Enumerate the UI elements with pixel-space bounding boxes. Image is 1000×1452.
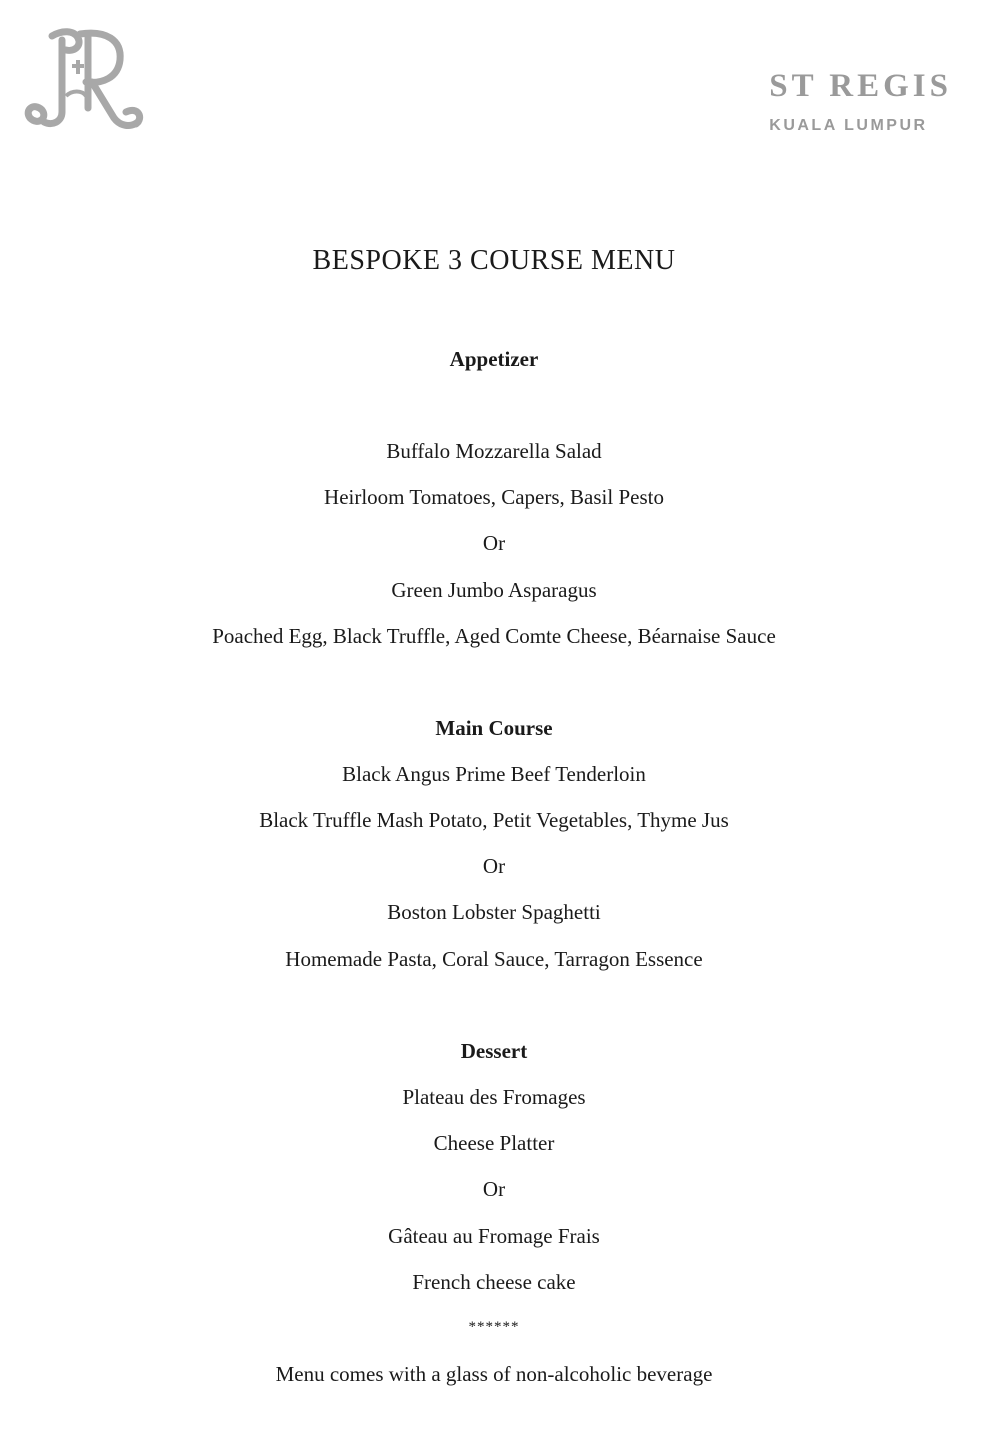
- dessert-heading: Dessert: [460, 1039, 528, 1063]
- appetizer-heading: Appetizer: [449, 347, 539, 371]
- appetizer-option1-name: Buffalo Mozzarella Salad: [386, 439, 602, 463]
- brand-city: KUALA LUMPUR: [769, 117, 928, 134]
- main-option1-name: Black Angus Prime Beef Tenderloin: [342, 762, 646, 786]
- dessert-option2-desc: French cheese cake: [412, 1270, 576, 1294]
- main-option1-desc: Black Truffle Mash Potato, Petit Vegetables, Thyme Jus: [259, 808, 729, 832]
- dessert-or: Or: [482, 1177, 506, 1201]
- main-or: Or: [482, 854, 506, 878]
- appetizer-option2-desc: Poached Egg, Black Truffle, Aged Comte Cheese, Béarnaise Sauce: [212, 624, 776, 648]
- main-course-heading: Main Course: [435, 716, 553, 740]
- appetizer-option1-desc: Heirloom Tomatoes, Capers, Basil Pesto: [324, 485, 664, 509]
- dessert-option2-name: Gâteau au Fromage Frais: [388, 1224, 600, 1248]
- brand-name: ST REGIS: [769, 68, 952, 104]
- st-regis-monogram-logo: [22, 26, 146, 134]
- main-option2-name: Boston Lobster Spaghetti: [387, 900, 601, 924]
- appetizer-option2-name: Green Jumbo Asparagus: [391, 578, 597, 602]
- section-divider: ******: [468, 1319, 520, 1335]
- st-regis-brand: [769, 70, 952, 135]
- footer-note: Menu comes with a glass of non-alcoholic beverage: [275, 1362, 713, 1386]
- menu-title: BESPOKE 3 COURSE MENU: [312, 245, 676, 276]
- appetizer-or: Or: [482, 531, 506, 555]
- main-option2-desc: Homemade Pasta, Coral Sauce, Tarragon Essence: [285, 947, 703, 971]
- dessert-option1-name: Plateau des Fromages: [402, 1085, 586, 1109]
- dessert-option1-desc: Cheese Platter: [433, 1131, 555, 1155]
